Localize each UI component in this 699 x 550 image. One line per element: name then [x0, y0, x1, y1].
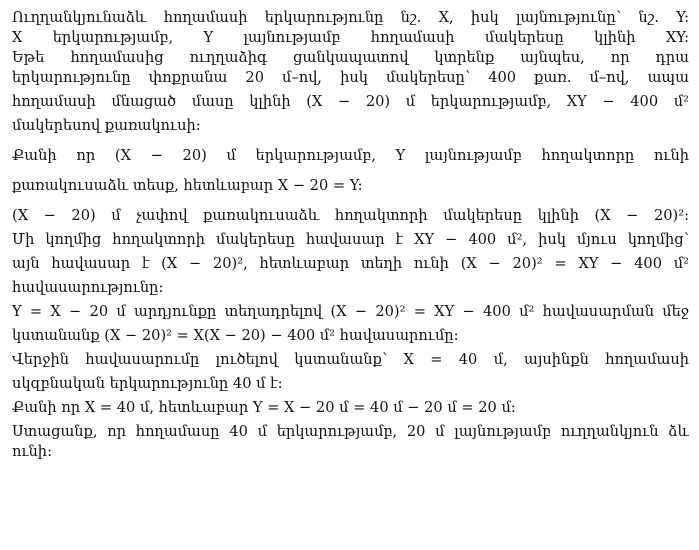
- paragraph-setup: [12, 8, 689, 136]
- paragraph-area-equation: [12, 206, 689, 298]
- text-line: ունի:: [12, 443, 52, 460]
- paragraph-solution: [12, 350, 689, 394]
- paragraph-conclusion: [12, 422, 689, 462]
- text-line: Վերջին հավասարումը լուծելով կստանանք՝ X = 40 մ, այսինքն հողամասի: [12, 351, 689, 368]
- paragraph-substitution: [12, 302, 689, 346]
- text-line: Ուղղանկյունաձև հողամասի երկարությունը նշ. X, իսկ լայնությունը՝ նշ. Y:: [12, 9, 689, 26]
- text-line: Y = X − 20 մ արդյունքը տեղադրելով (X − 20)² = XY − 400 մ² հավասարման մեջ: [12, 303, 689, 320]
- text-line: Մի կողմից հողակտորի մակերեսը հավասար է XY − 400 մ², իսկ մյուս կողմից՝: [12, 231, 689, 248]
- paragraph-width-result: [12, 398, 689, 418]
- text-line: սկզբնական երկարությունը 40 մ է:: [12, 375, 283, 392]
- text-line: Ստացանք, որ հողամասը 40 մ երկարությամբ, 20 մ լայնությամբ ուղղանկյուն ձև: [12, 423, 689, 440]
- paragraph-square-condition: [12, 146, 689, 196]
- text-line: երկարությունը փոքրանա 20 մ–ով, իսկ մակերեսը՝ 400 քառ. մ–ով, ապա: [12, 69, 689, 86]
- text-line: քառակուսաձև տեսք, հետևաբար X − 20 = Y:: [12, 177, 363, 194]
- text-line: X երկարությամբ, Y լայնությամբ հողամասի մակերեսը կլինի XY:: [12, 29, 689, 46]
- text-line: Քանի որ (X − 20) մ երկարությամբ, Y լայնությամբ հողակտորը ունի: [12, 147, 689, 164]
- text-line: կստանանք (X − 20)² = X(X − 20) − 400 մ² հավասարումը:: [12, 327, 459, 344]
- text-line: Եթե հողամասից ուղղաձիգ ցանկապատով կտրենք այնպես, որ դրա: [12, 49, 689, 66]
- text-line: հողամասի մնացած մասը կլինի (X − 20) մ երկարությամբ, XY − 400 մ²: [12, 93, 689, 110]
- text-line: հավասարությունը:: [12, 279, 164, 296]
- text-line: մակերեսով քառակուսի:: [12, 117, 201, 134]
- text-line: Քանի որ X = 40 մ, հետևաբար Y = X − 20 մ = 40 մ − 20 մ = 20 մ:: [12, 399, 516, 416]
- text-line: այն հավասար է (X − 20)², հետևաբար տեղի ունի (X − 20)² = XY − 400 մ²: [12, 255, 689, 272]
- text-line: (X − 20) մ չափով քառակուսաձև հողակտորի մակերեսը կլինի (X − 20)²:: [12, 207, 689, 224]
